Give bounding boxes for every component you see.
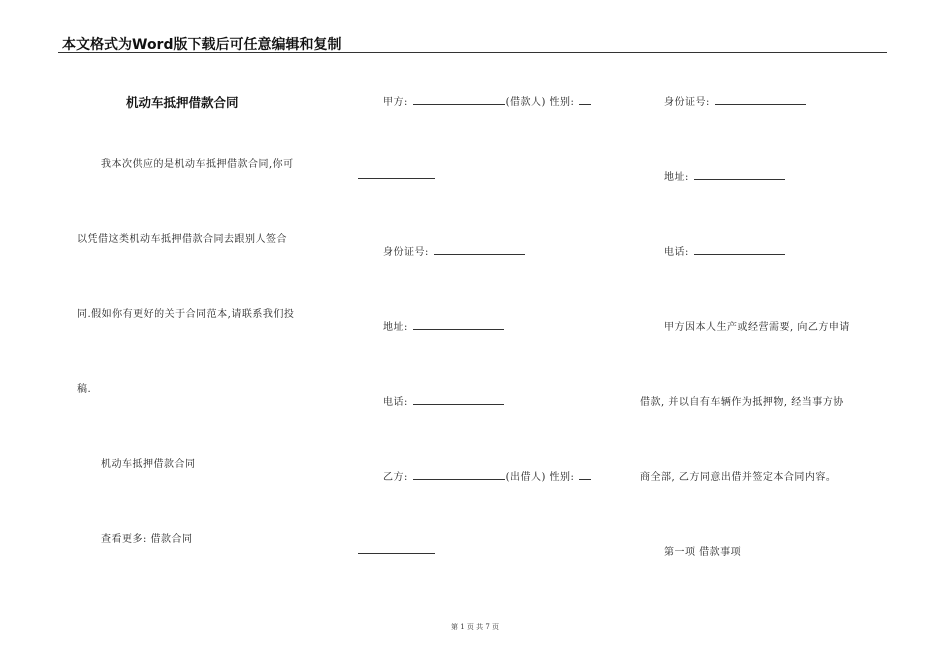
party-b-phone-blank[interactable] xyxy=(694,245,785,255)
party-a-id-blank[interactable] xyxy=(434,245,525,255)
terms-line-2: 借款, 并以自有车辆作为抵押物, 经当事方协 xyxy=(640,397,844,408)
party-b-phone-row xyxy=(664,243,786,258)
intro-line-3: 同.假如你有更好的关于合同范本,请联系我们投 xyxy=(77,309,295,320)
terms-line-1: 甲方因本人生产或经营需要, 向乙方申请 xyxy=(664,322,850,333)
party-b-address-blank[interactable] xyxy=(694,170,785,180)
party-a-phone-blank[interactable] xyxy=(413,395,504,405)
page-number: 第 1 页 共 7 页 xyxy=(450,623,500,631)
section-1-heading: 第一项 借款事项 xyxy=(664,547,742,558)
header-divider xyxy=(58,52,887,53)
party-a-id-row xyxy=(383,243,526,258)
party-a-address-label: 地址: xyxy=(383,322,412,333)
party-a-address-blank[interactable] xyxy=(413,320,504,330)
party-b-label: 乙方: xyxy=(383,472,412,483)
party-a-phone-label: 电话: xyxy=(383,397,412,408)
document-title: 机动车抵押借款合同 xyxy=(126,95,239,110)
party-a-address-row xyxy=(383,318,505,333)
party-a-phone-row xyxy=(383,393,505,408)
party-b-id-blank[interactable] xyxy=(715,95,806,105)
contract-subtitle: 机动车抵押借款合同 xyxy=(101,459,196,470)
borrower-gender-label: (借款人) 性别: xyxy=(505,97,579,108)
party-b-id-label: 身份证号: xyxy=(664,97,714,108)
lender-gender-blank[interactable] xyxy=(579,470,591,480)
party-b-phone-label: 电话: xyxy=(664,247,693,258)
party-b-continuation-blank[interactable] xyxy=(358,553,435,554)
intro-line-2: 以凭借这类机动车抵押借款合同去跟别人签合 xyxy=(77,234,287,245)
party-a-label: 甲方: xyxy=(383,97,412,108)
party-b-blank[interactable] xyxy=(413,470,505,480)
party-b-row xyxy=(383,468,592,483)
intro-line-4: 稿. xyxy=(77,384,92,395)
party-a-blank[interactable] xyxy=(413,95,505,105)
party-b-address-row xyxy=(664,168,786,183)
party-a-row xyxy=(383,93,592,108)
header-title: 本文格式为Word版下载后可任意编辑和复制 xyxy=(62,37,342,53)
lender-gender-label: (出借人) 性别: xyxy=(505,472,579,483)
party-b-address-label: 地址: xyxy=(664,172,693,183)
more-link[interactable]: 查看更多: 借款合同 xyxy=(101,534,193,545)
terms-line-3: 商全部, 乙方同意出借并签定本合同内容。 xyxy=(640,472,837,483)
intro-line-1: 我本次供应的是机动车抵押借款合同,你可 xyxy=(101,159,294,170)
borrower-gender-blank[interactable] xyxy=(579,95,591,105)
party-b-id-row xyxy=(664,93,807,108)
party-a-continuation-blank[interactable] xyxy=(358,178,435,179)
party-a-id-label: 身份证号: xyxy=(383,247,433,258)
